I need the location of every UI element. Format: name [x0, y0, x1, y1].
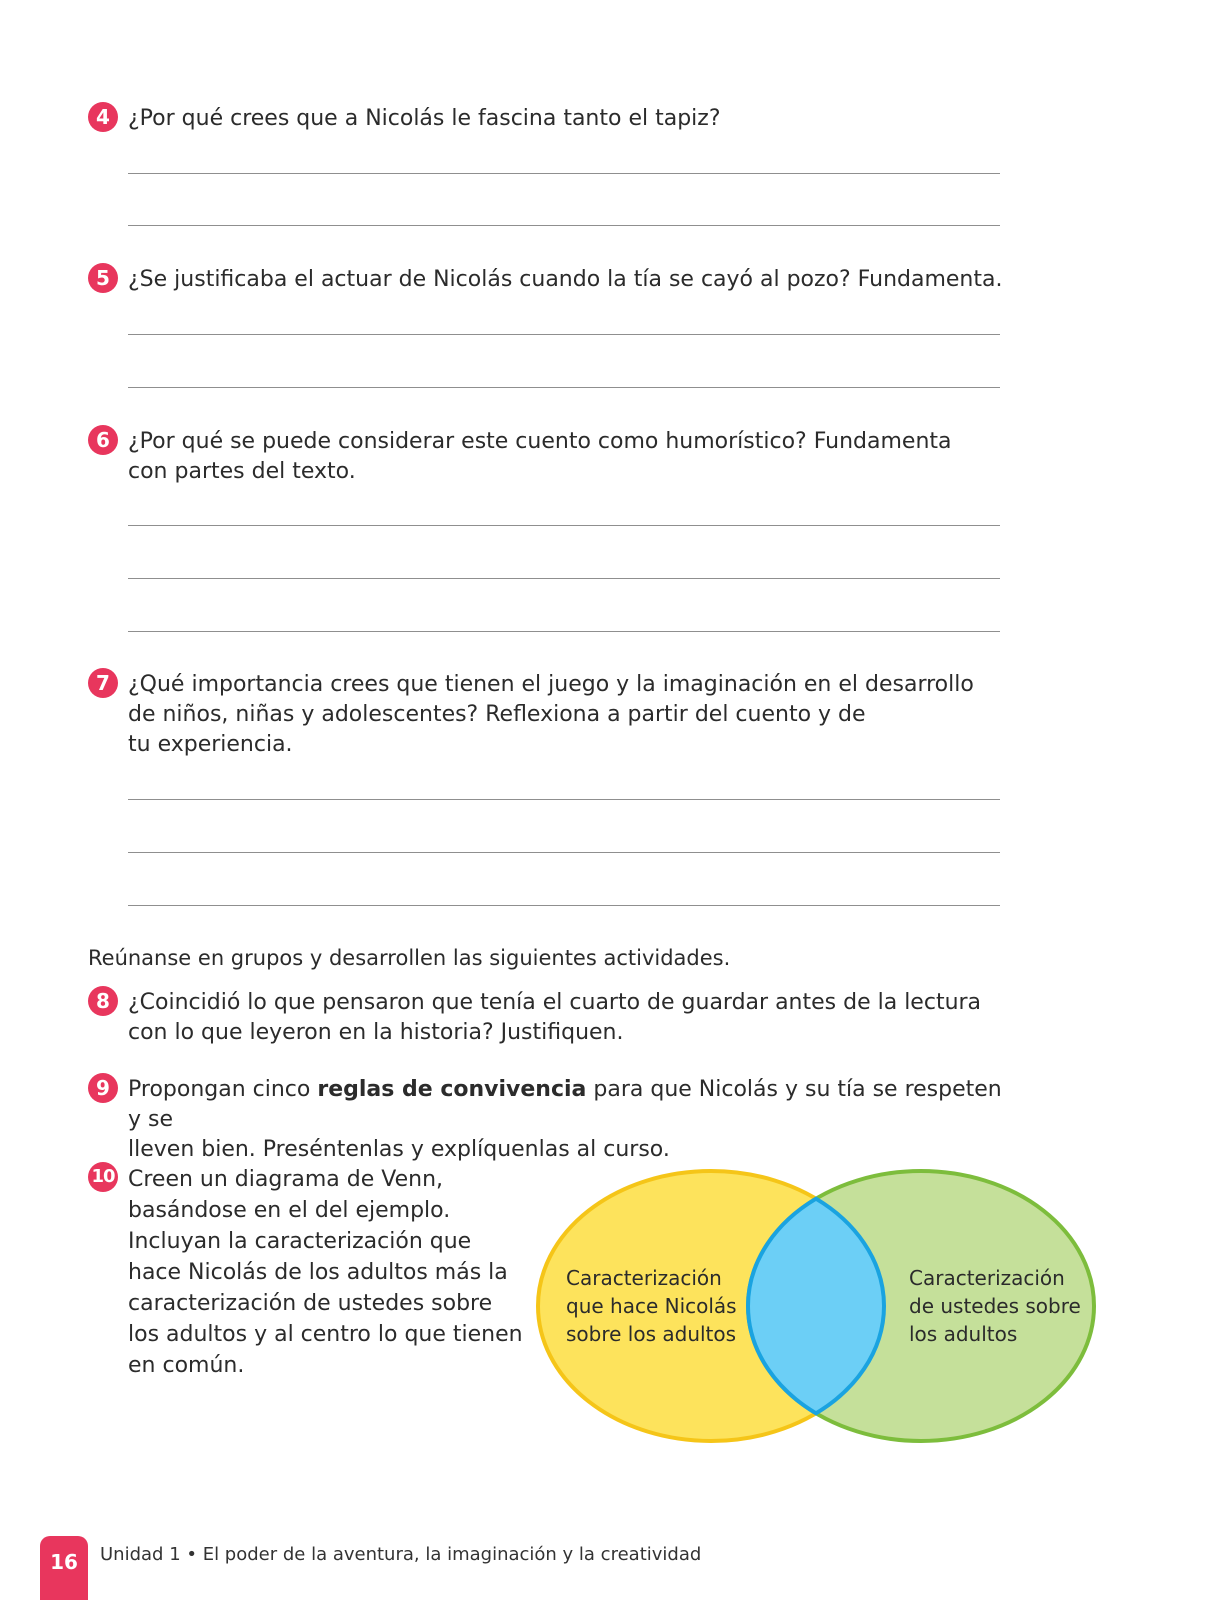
question-text	[128, 427, 1008, 487]
question-text: ¿Por qué crees que a Nicolás le fascina tanto el tapiz?	[128, 106, 721, 131]
answer-line[interactable]	[128, 578, 1000, 579]
question-text-line: basándose en el del ejemplo.	[128, 1198, 451, 1223]
question-text-line: de niños, niñas y adolescentes? Reflexiona a partir del cuento y de	[128, 702, 866, 727]
question-number-badge: 8	[88, 986, 118, 1016]
question-number-badge: 5	[88, 263, 118, 293]
question-text-line: ¿Coincidió lo que pensaron que tenía el cuarto de guardar antes de la lectura	[128, 990, 982, 1015]
question-text-line: tu experiencia.	[128, 732, 293, 757]
question-text-line: Incluyan la caracterización que	[128, 1229, 472, 1254]
answer-line[interactable]	[128, 799, 1000, 800]
answer-line[interactable]	[128, 631, 1000, 632]
question-text-line: ¿Por qué se puede considerar este cuento como humorístico? Fundamenta	[128, 429, 952, 454]
question-number-badge: 4	[88, 102, 118, 132]
question-number-badge: 10	[88, 1162, 118, 1192]
question-text	[128, 1075, 1008, 1165]
answer-line[interactable]	[128, 225, 1000, 226]
question-text-segment: para que Nicolás y su tía se respeten y se	[128, 1077, 1002, 1132]
answer-line[interactable]	[128, 387, 1000, 388]
question-text-line: hace Nicolás de los adultos más la	[128, 1260, 508, 1285]
question-text: ¿Se justificaba el actuar de Nicolás cuando la tía se cayó al pozo? Fundamenta.	[128, 267, 1003, 292]
question-text	[128, 670, 1008, 760]
question-text-bold: reglas de convivencia	[317, 1077, 587, 1102]
page-number-tab	[40, 1536, 88, 1600]
question-text-segment: Propongan cinco	[128, 1077, 318, 1102]
answer-line[interactable]	[128, 852, 1000, 853]
venn-right-label	[909, 1264, 1081, 1348]
question-number-badge: 6	[88, 425, 118, 455]
question-text-line: Creen un diagrama de Venn,	[128, 1167, 444, 1192]
answer-line[interactable]	[128, 525, 1000, 526]
question-number-badge: 7	[88, 668, 118, 698]
question-text-line: ¿Qué importancia crees que tienen el juego y la imaginación en el desarrollo	[128, 672, 974, 697]
question-text-line	[128, 1075, 1008, 1135]
venn-left-label	[566, 1264, 737, 1348]
answer-line[interactable]	[128, 905, 1000, 906]
question-text-line: los adultos y al centro lo que tienen	[128, 1322, 523, 1347]
question-text-line: con lo que leyeron en la historia? Justifiquen.	[128, 1020, 624, 1045]
venn-label-line: los adultos	[909, 1322, 1018, 1346]
venn-label-line: que hace Nicolás	[566, 1294, 737, 1318]
question-text-line: en común.	[128, 1353, 245, 1378]
question-text-line: con partes del texto.	[128, 459, 356, 484]
answer-line[interactable]	[128, 173, 1000, 174]
venn-label-line: Caracterización	[909, 1266, 1065, 1290]
footer-unit-title: Unidad 1 • El poder de la aventura, la imaginación y la creatividad	[100, 1544, 702, 1565]
question-text	[128, 988, 1008, 1048]
question-number-badge: 9	[88, 1073, 118, 1103]
question-text-line: caracterización de ustedes sobre	[128, 1291, 493, 1316]
venn-diagram	[536, 1168, 1096, 1444]
venn-label-line: sobre los adultos	[566, 1322, 737, 1346]
answer-line[interactable]	[128, 334, 1000, 335]
group-instruction: Reúnanse en grupos y desarrollen las siguientes actividades.	[88, 946, 731, 970]
question-text	[128, 1164, 528, 1381]
venn-label-line: Caracterización	[566, 1266, 722, 1290]
question-text-line: lleven bien. Preséntenlas y explíquenlas al curso.	[128, 1137, 670, 1162]
page-number: 16	[50, 1550, 78, 1574]
venn-label-line: de ustedes sobre	[909, 1294, 1081, 1318]
